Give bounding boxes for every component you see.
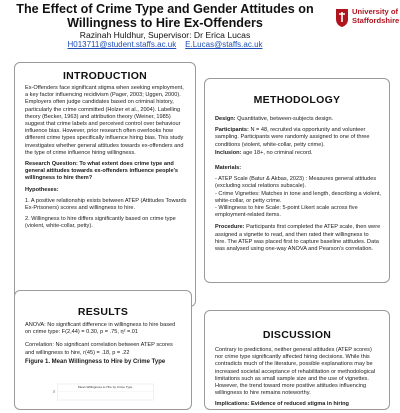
figure-caption: Figure 1. Mean Willingness to Hire by Crime Type <box>25 358 166 365</box>
procedure-text: Participants first completed the ATEP scale, then were assigned a vignette to read, and then rated their willingness to hire. The ATEP was placed first to capture baseline attitudes. Data was analysed using one-way ANOVA and Pearson's correlation. <box>215 224 381 253</box>
design-text: Quantitative, between-subjects design. <box>235 116 334 122</box>
inclusion-text: age 18+, no criminal record. <box>241 149 313 156</box>
materials-item: - Crime Vignettes: Matches in tone and length, describing a violent, white-collar, or petty crime. <box>215 190 381 204</box>
discussion-body <box>215 347 381 413</box>
design-line <box>215 116 381 123</box>
discussion-paragraph: Contrary to predictions, neither general attitudes (ATEP scores) nor crime type significantly affected hiring decisions. While this contradicts much of the literature, possible explanations may be increased societal acceptance of rehabilitation or methodological limitations such as small sample size and the use of vignettes. However, the trend toward more positive attitudes influencing willingness to hire remains noteworthy. <box>215 347 376 397</box>
methodology-heading: METHODOLOGY <box>253 94 341 106</box>
discussion-heading: DISCUSSION <box>262 329 332 341</box>
results-heading: RESULTS <box>77 306 129 318</box>
hypothesis-1: 1. A positive relationship exists between ATEP (Attitudes Towards Ex-Prisoners) scores and willingness to hire. <box>25 197 187 212</box>
correlation-result: Correlation: No significant correlation between ATEP scores and willingness to hire, r(45) = .18, p = .22 <box>25 342 173 356</box>
inclusion-label: Inclusion: <box>215 149 242 156</box>
materials-item: - ATEP Scale (Batur & Akbas, 2023) : Measures general attitudes (excluding social relations subscale). <box>215 176 377 190</box>
participants-line <box>215 127 381 149</box>
materials-item: - Willingness to hire Scale: 5-point Likert scale across five employment-related items. <box>215 205 358 219</box>
poster-title <box>0 2 330 30</box>
participants-label: Participants: <box>215 127 249 134</box>
willingness-chart <box>14 384 190 400</box>
title-line-2: Willingness to Hire Ex-Offenders <box>67 16 263 30</box>
hypothesis-2: 2. Willingness to hire differs significantly based on crime type (violent, white-collar, petty). <box>25 216 176 230</box>
design-label: Design: <box>215 116 236 122</box>
participants-text: N = 48, recruited via opportunity and volunteer sampling. Participants were randomly assigned to one of three conditions (violent, white-collar, petty crime). <box>215 127 370 148</box>
introduction-panel <box>14 62 196 307</box>
research-question: Research Question: To what extent does crime type and general attitudes towards ex-offenders influence people's willingness to hire them? <box>25 161 179 182</box>
introduction-body <box>25 85 187 235</box>
poster-header <box>0 0 400 48</box>
hypotheses-heading: Hypotheses: <box>25 186 59 193</box>
procedure-line <box>215 224 381 253</box>
materials-label: Materials: <box>215 165 242 172</box>
university-logo <box>335 6 399 32</box>
emails <box>0 40 330 49</box>
anova-result: ANOVA: No significant difference in willingness to hire based on crime type: F(2,44) = 0.30, p = .75, η² =.01 <box>25 322 176 336</box>
discussion-panel <box>204 310 390 410</box>
inclusion-line <box>215 150 381 157</box>
logo-text <box>352 7 399 25</box>
results-body <box>25 322 183 366</box>
logo-line-1: University of <box>352 7 398 16</box>
introduction-paragraph: Ex-Offenders face significant stigma when seeking employment, a key factor influencing recidivism (Pager, 2003; Uggen, 2000). Employers often judge candidates based on criminal history, particularly the crime committed (Holzer et al., 2004). Labelling theory (Becker, 1963) and attribution theory (Weiner, 1985) suggest that crime labels and perceived control over behaviour influence bias. However, prior research often overlooks how different crime types specifically influence hiring bias. This study investigates whether general attitudes towards ex-offenders and the type of crime influence hiring willingness. <box>25 85 184 156</box>
methodology-body <box>215 116 381 257</box>
chart-title: Mean Willingness to Hire by Crime Type <box>77 384 133 389</box>
email-student-link[interactable]: H013711@student.staffs.ac.uk <box>67 40 177 49</box>
email-supervisor-link[interactable]: E.Lucas@staffs.ac.uk <box>185 40 263 49</box>
methodology-panel <box>204 78 390 283</box>
y-tick-label: 25 <box>52 390 56 394</box>
implications-line: Implications: Evidence of reduced stigma in hiring <box>215 401 349 408</box>
authors: Razinah Huldhur, Supervisor: Dr Erica Lucas <box>79 30 251 40</box>
title-line-1: The Effect of Crime Type and Gender Attitudes on <box>16 2 314 16</box>
logo-line-2: Staffordshire <box>352 16 400 25</box>
materials-list <box>215 176 381 219</box>
introduction-heading: INTRODUCTION <box>62 70 148 82</box>
procedure-label: Procedure: <box>215 224 245 231</box>
university-shield-icon <box>335 8 349 28</box>
